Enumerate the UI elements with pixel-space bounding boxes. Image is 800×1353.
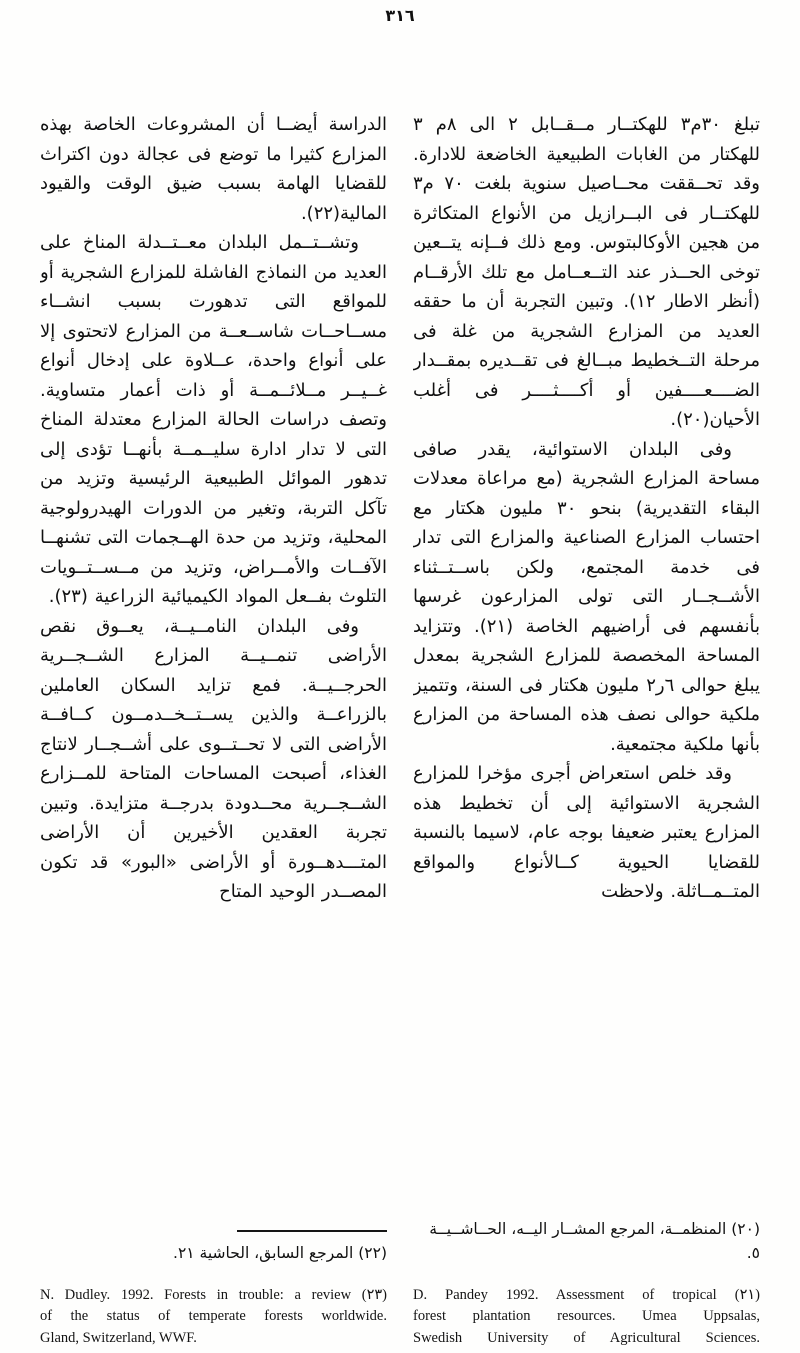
- column-right-text: [413, 110, 760, 907]
- paragraph: وفى البلدان النامــيــة، يعــوق نقص الأراضى تنمــيــة المزارع الشــجــرية الحرجــيــة. فمع تزايد السكان العاملين بالزراعــة والذين يســتــخــدمــون كــافــة الأراضى التى لا تحــتــوى على أشــجــار لانتاج الغذاء، أصبحت المساحات المتاحة للمــزارع الشــجــرية محــدودة بدرجــة متزايدة. وتبين تجربة العقدين الأخيرين أن الأراضى المتـــدهــورة أو الأراضى «البور» قد تكون المصــدر الوحيد المتاح: [40, 615, 387, 902]
- footnote-english-line: N. Dudley. 1992. Forests in trouble: a review (٢٣): [40, 1286, 387, 1303]
- footnote-english-line: D. Pandey 1992. Assessment of tropical (٢١): [413, 1286, 760, 1303]
- footnote-english-line: Gland, Switzerland, WWF.: [40, 1329, 197, 1346]
- footnote-english: [40, 1285, 387, 1350]
- footnote-arabic: (٢٠) المنظمــة، المرجع المشــار اليــه، الحــاشــيــة ٥.: [429, 1219, 760, 1262]
- footnote-separator: [237, 1230, 387, 1232]
- footnotes-right: [413, 1217, 760, 1350]
- page-number: ٣١٦: [385, 6, 415, 25]
- paragraph: وفى البلدان الاستوائية، يقدر صافى مساحة المزارع الشجرية (مع مراعاة معدلات البقاء التقديرية) بنحو ٣٠ مليون هكتار مع احتساب المزارع الصناعية والمزارع التى تدار فى خدمة المجتمع، ولكن باســتــثناء الأشــجــار التى تولى المزارعون غرسها بأنفسهم فى أراضيهم الخاصة (٢١). وتتزايد المساحة المخصصة للمزارع الشجرية بمعدل يبلغ حوالى ٦ر٢ مليون هكتار فى السنة، وتتميز ملكية حوالى نصف هذه المساحة من المزارع بأنها ملكية مجتمعية.: [413, 438, 760, 755]
- footnote-english-line: Swedish University of Agricultural Sciences.: [413, 1329, 760, 1346]
- paragraph: وتشــتــمل البلدان معــتــدلة المناخ على العديد من النماذج الفاشلة للمزارع الشجرية أو للمواقع التى تدهورت بسبب انشــاء مســاحــات شاســعــة من المزارع لاتحتوى إلا على أنواع واحدة، عــلاوة على إدخال أنواع غــيــر مــلائــمــة أو ذات أعمار متساوية. وتصف دراسات الحالة المزارع معتدلة المناخ التى لا تدار ادارة سليــمــة بأنهــا تؤدى إلى تدهور الموائل الطبيعية الرئيسية وتزيد من تآكل التربة، وتغير من الدورات الهيدرولوجية المحلية، وتزيد من حدة الهــجمات التى تشنهــا الآفــات والأمــراض، وتزيد من مــســتــويات التلوث بفــعل المواد الكيميائية الزراعية (٢٣).: [40, 232, 387, 607]
- column-left-text: [40, 110, 387, 907]
- paragraph: تبلغ ٣٠م٣ للهكتــار مــقــابل ٢ الى ٨م ٣ للهكتار من الغابات الطبيعية الخاضعة للادارة. وقد تحــققت محــاصيل سنوية بلغت ٧٠ م٣ للهكتــار فى البــرازيل من الأنواع المتكاثرة من هجين الأوكالبتوس. ومع ذلك فــإنه يتــعين توخى الحــذر عند التــعــامل مع تلك الأرقــام (أنظر الاطار ١٢). وتبين التجربة أن ما حققه العديد من المزارع الشجرية من غلة فى مرحلة التــخطيط مبــالغ فى تقــديره بمقــدار الضــــعــــفين أو أكــــثــــر فى أغلب الأحيان(٢٠).: [413, 114, 760, 430]
- footnote-english: [413, 1285, 760, 1350]
- footnote-arabic: (٢٢) المرجع السابق، الحاشية ٢١.: [173, 1243, 387, 1262]
- paragraph: وقد خلص استعراض أجرى مؤخرا للمزارع الشجرية الاستوائية إلى أن تخطيط هذه المزارع يعتبر ضعيفا بوجه عام، لاسيما بالنسبة للقضايا الحيوية كــالأنواع والمواقع المتــمــاثلة. ولاحظت: [413, 763, 760, 902]
- body-columns: [40, 110, 760, 1353]
- paragraph: الدراسة أيضــا أن المشروعات الخاصة بهذه المزارع كثيرا ما توضع فى عجالة دون اكتراث للقضايا الهامة بسبب ضيق الوقت والقيود المالية(٢٢).: [40, 114, 387, 224]
- column-right: [413, 110, 760, 1353]
- footnote-english-line: forest plantation resources. Umea Uppsalas,: [413, 1308, 760, 1324]
- footnotes-left: [40, 1230, 387, 1350]
- footnote-english-line: of the status of temperate forests worldwide.: [40, 1308, 387, 1324]
- column-left: [40, 110, 387, 1353]
